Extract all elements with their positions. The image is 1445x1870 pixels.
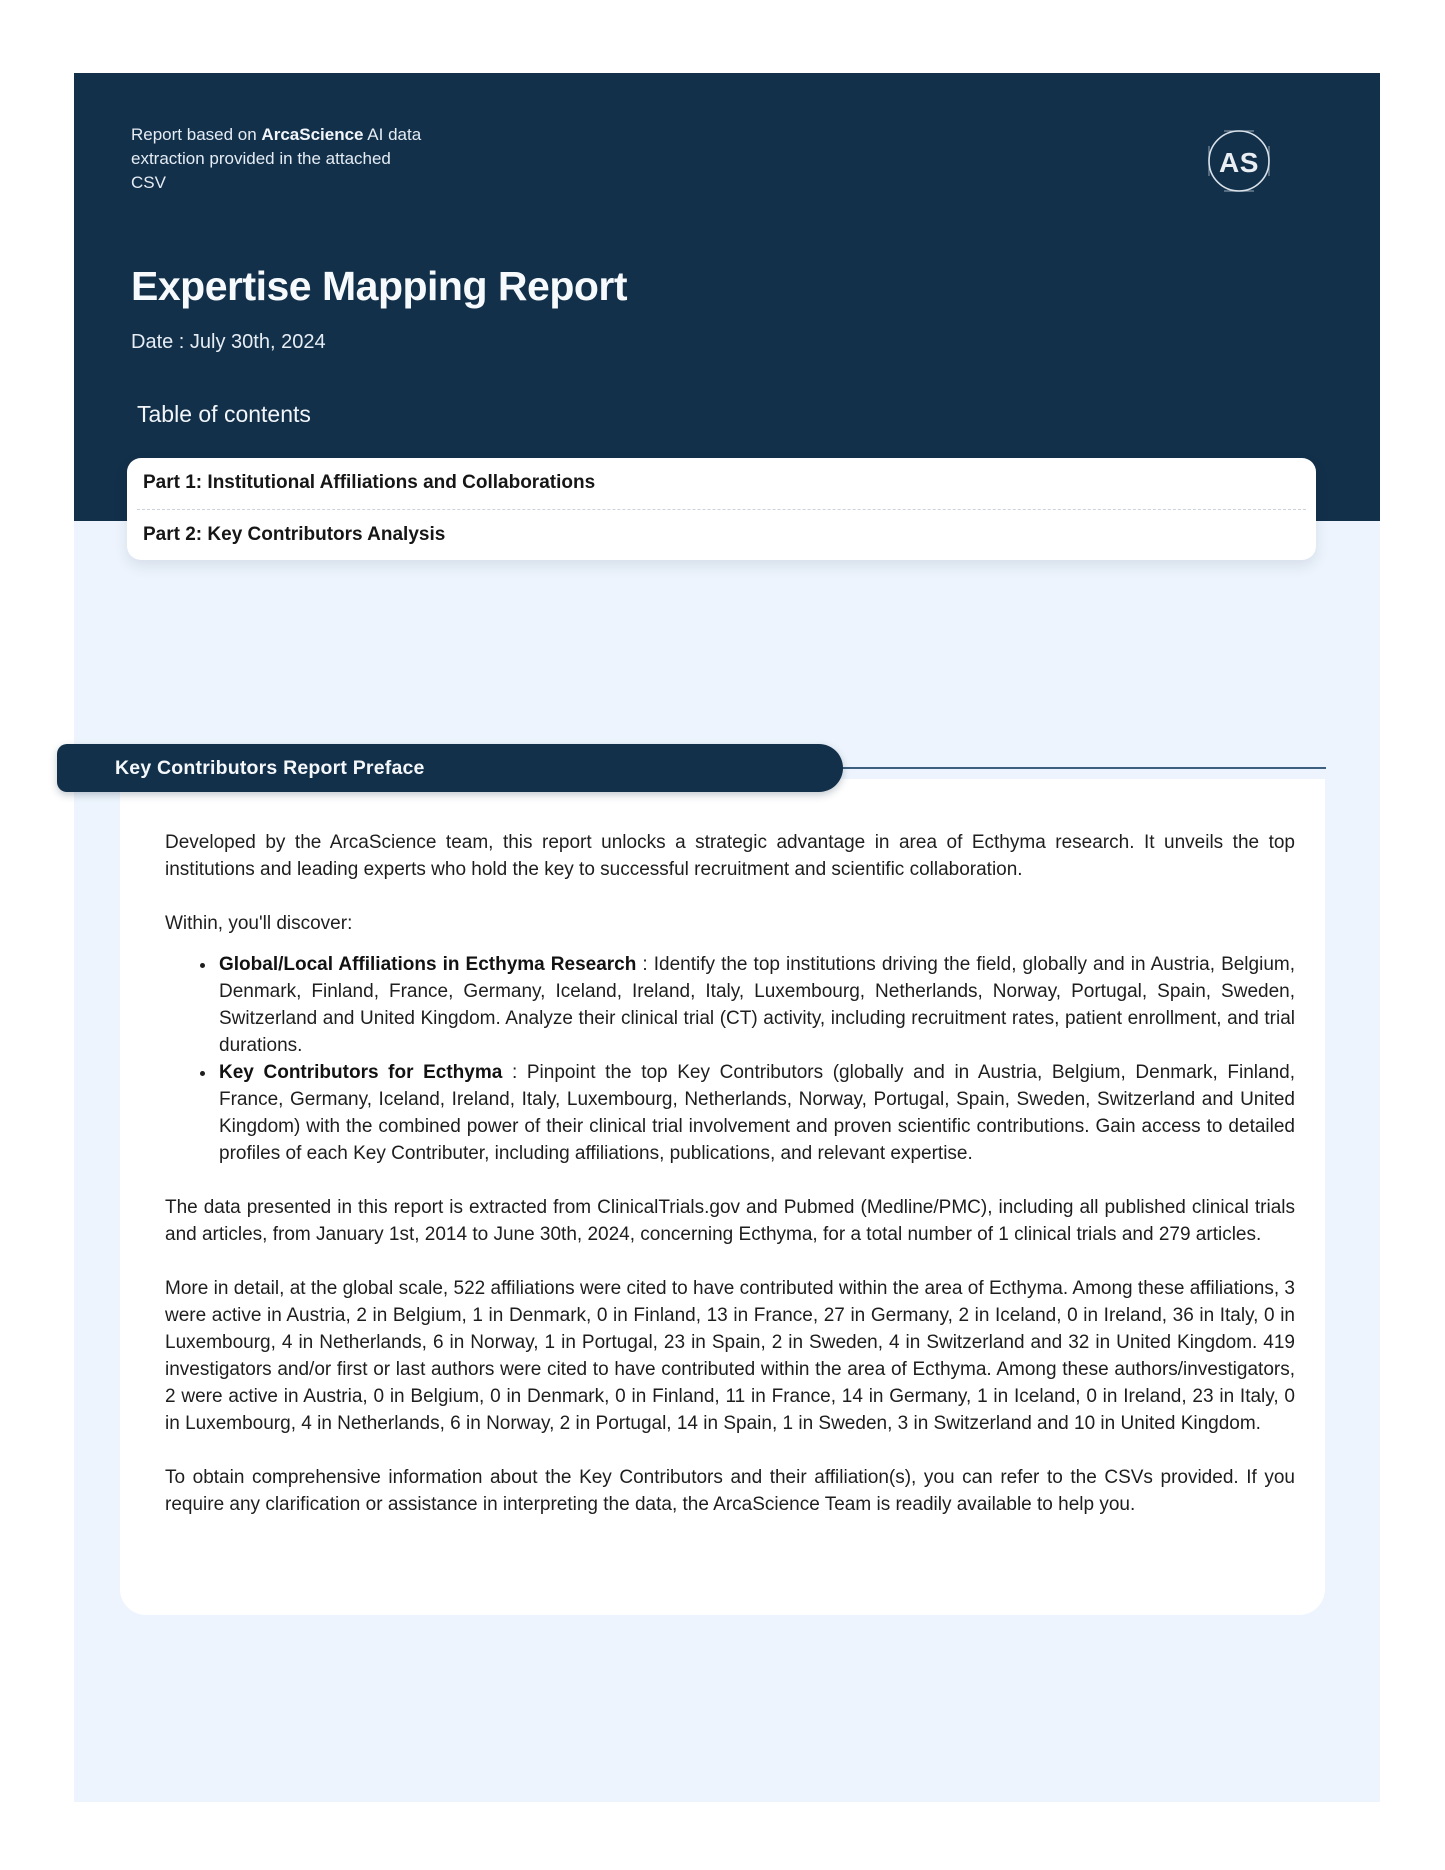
closing-paragraph: To obtain comprehensive information about the Key Contributors and their affiliation(s), you can refer to the CSVs provided. If you require any clarification or assistance in interpreting the data, the ArcaScience Team is readily available to help you. <box>165 1467 1295 1515</box>
banner-connector-line <box>836 767 1326 769</box>
toc-divider <box>137 509 1306 510</box>
preface-banner <box>57 744 843 792</box>
note-line2: extraction provided in the attached <box>131 149 391 168</box>
note-pre: Report based on <box>131 125 262 144</box>
note-post: AI data <box>363 125 422 144</box>
toc-item-label: Part 2: Key Contributors Analysis <box>143 523 446 545</box>
preface-banner-title: Key Contributors Report Preface <box>115 756 425 779</box>
svg-text:AS: AS <box>1219 147 1259 178</box>
toc-item-part-2[interactable] <box>127 515 1316 555</box>
arcascience-logo <box>1206 128 1272 194</box>
report-date: Date : July 30th, 2024 <box>131 331 326 353</box>
detail-statistics-paragraph: More in detail, at the global scale, 522 affiliations were cited to have contributed within the area of Ecthyma. Among these affiliations, 3 were active in Austria, 2 in Belgium, 1 in Denmark, 0 in Finland, 13 in France, 27 in Germany, 2 in Iceland, 0 in Ireland, 36 in Italy, 0 in Luxembourg, 4 in Netherlands, 6 in Norway, 1 in Portugal, 23 in Spain, 2 in Sweden, 4 in Switzerland and 32 in United Kingdom. 419 investigators and/or first or last authors were cited to have contributed within the area of Ecthyma. Among these authors/investigators, 2 were active in Austria, 0 in Belgium, 0 in Denmark, 0 in Finland, 11 in France, 14 in Germany, 1 in Iceland, 0 in Ireland, 23 in Italy, 0 in Luxembourg, 4 in Netherlands, 6 in Norway, 2 in Portugal, 14 in Spain, 1 in Sweden, 3 in Switzerland and 10 in United Kingdom. <box>165 1278 1295 1434</box>
preface-intro-paragraph: Developed by the ArcaScience team, this report unlocks a strategic advantage in area of Ecthyma research. It unveils the top institutions and leading experts who hold the key to successful recruitment and scientific collaboration. <box>165 832 1295 880</box>
bullet-key-contributors-title: Key Contributors for Ecthyma <box>219 1062 503 1083</box>
toc-item-part-1[interactable] <box>127 463 1316 503</box>
preface-card <box>120 779 1325 1615</box>
report-header <box>74 73 1380 521</box>
bullet-affiliations-title: Global/Local Affiliations in Ecthyma Research <box>219 954 637 975</box>
note-brand: ArcaScience <box>261 125 364 144</box>
bullet-key-contributors <box>217 1059 1295 1167</box>
page-title: Expertise Mapping Report <box>131 263 628 309</box>
bullet-affiliations <box>217 951 1295 1059</box>
toc-heading: Table of contents <box>137 401 311 427</box>
table-of-contents-card <box>127 458 1316 560</box>
toc-item-label: Part 1: Institutional Affiliations and Collaborations <box>143 472 596 494</box>
discover-list <box>165 951 1295 1167</box>
note-line3: CSV <box>131 173 166 192</box>
bullet-affiliations-text: : Identify the top institutions driving the field, globally and in Austria, Belgium, Denmark, Finland, France, Germany, Iceland, Ireland, Italy, Luxembourg, Netherlands, Norway, Portugal, Spain, Sweden, Switzerland and United Kingdom. Analyze their clinical trial (CT) activity, including recruitment rates, patient enrollment, and trial durations. <box>219 954 1295 1056</box>
bullet-key-contributors-text: : Pinpoint the top Key Contributors (globally and in Austria, Belgium, Denmark, Finland, France, Germany, Iceland, Ireland, Italy, Luxembourg, Netherlands, Norway, Portugal, Spain, Sweden, Switzerland and United Kingdom) with the combined power of their clinical trial involvement and proven scientific contributions. Gain access to detailed profiles of each Key Contributer, including affiliations, publications, and relevant expertise. <box>219 1062 1295 1164</box>
as-logo-icon <box>1206 128 1272 194</box>
report-note <box>131 123 431 195</box>
discover-line: Within, you'll discover: <box>165 913 353 934</box>
data-source-paragraph: The data presented in this report is extracted from ClinicalTrials.gov and Pubmed (Medline/PMC), including all published clinical trials and articles, from January 1st, 2014 to June 30th, 2024, concerning Ecthyma, for a total number of 1 clinical trials and 279 articles. <box>165 1197 1295 1245</box>
